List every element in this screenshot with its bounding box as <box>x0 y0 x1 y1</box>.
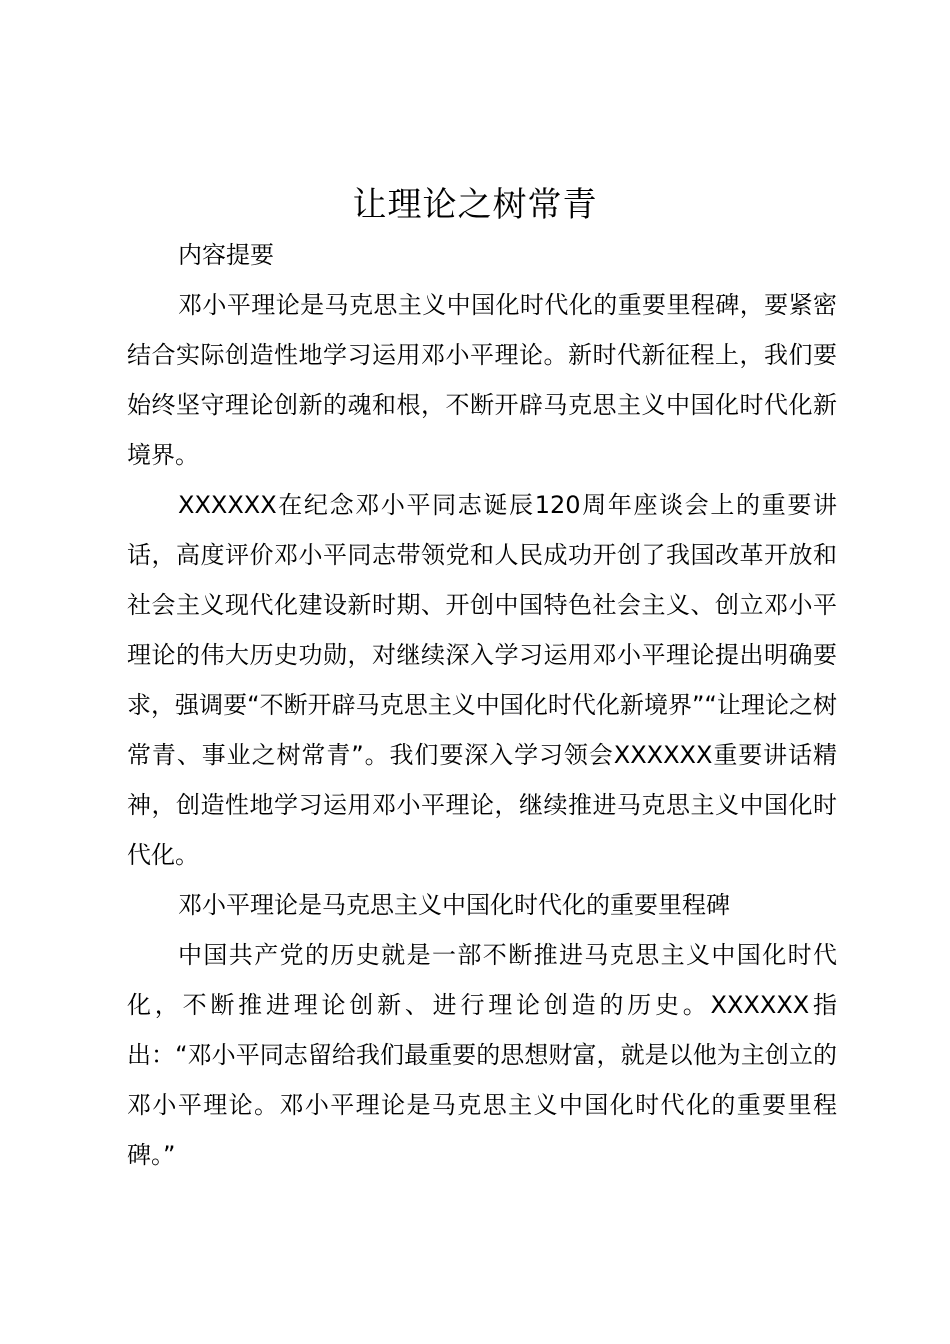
document-body <box>127 230 837 1180</box>
abstract-paragraph-1: 邓小平理论是马克思主义中国化时代化的重要里程碑，要紧密结合实际创造性地学习运用邓小平理论。新时代新征程上，我们要始终坚守理论创新的魂和根，不断开辟马克思主义中国化时代化新境界。 <box>127 291 837 469</box>
abstract-heading: 内容提要 <box>178 241 274 269</box>
document-title: 让理论之树常青 <box>352 185 598 225</box>
section-heading: 邓小平理论是马克思主义中国化时代化的重要里程碑 <box>178 891 730 919</box>
abstract-paragraph-2: XXXXXX在纪念邓小平同志诞辰120周年座谈会上的重要讲话，高度评价邓小平同志带领党和人民成功开创了我国改革开放和社会主义现代化建设新时期、开创中国特色社会主义、创立邓小平理论的伟大历史功勋，对继续深入学习运用邓小平理论提出明确要求，强调要“不断开辟马克思主义中国化时代化新境界”“让理论之树常青、事业之树常青”。我们要深入学习领会XXXXXX重要讲话精神，创造性地学习运用邓小平理论，继续推进马克思主义中国化时代化。 <box>127 491 837 869</box>
section-paragraph-1: 中国共产党的历史就是一部不断推进马克思主义中国化时代化，不断推进理论创新、进行理论创造的历史。XXXXXX指出：“邓小平同志留给我们最重要的思想财富，就是以他为主创立的邓小平理论。邓小平理论是马克思主义中国化时代化的重要里程碑。” <box>127 941 837 1169</box>
